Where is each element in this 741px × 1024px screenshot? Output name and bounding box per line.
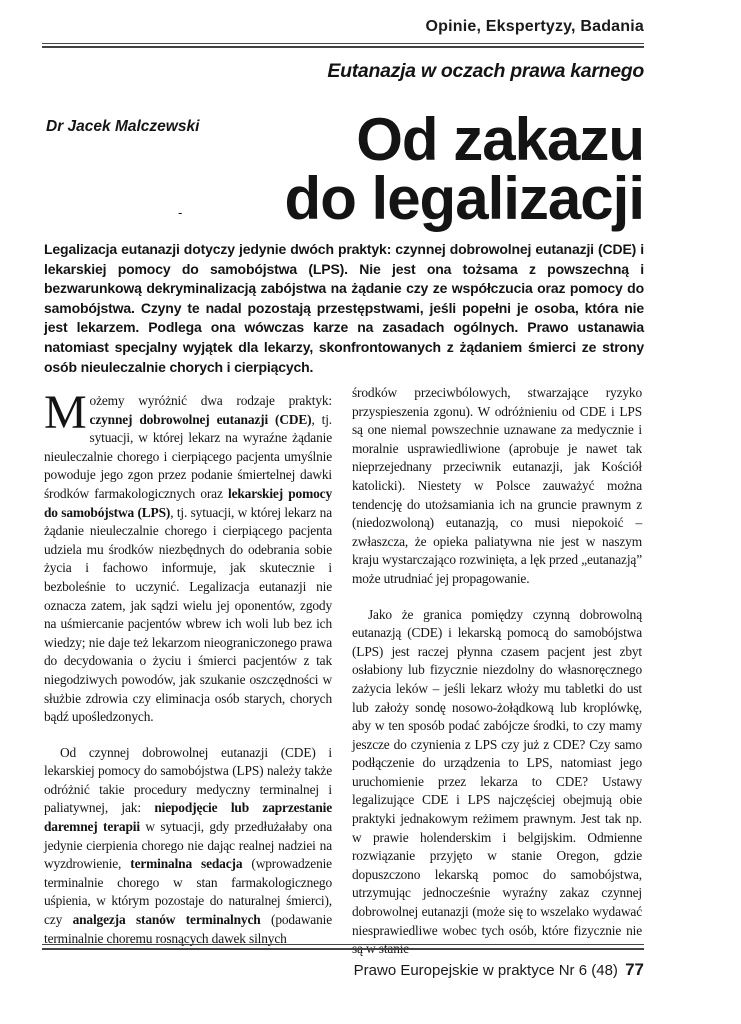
title-line-2: do legalizacji [284,165,644,232]
page-footer [354,960,644,980]
paragraph: środków przeciwbólowych, stwarzające ryzyko przyspieszenia zgonu). W odróżnieniu od CDE i LPS są one niemal powszechnie uznawane za medycznie i moralnie usprawiedliwione (aprobuje je nawet tak nieprzejednany przeciwnik eutanazji, jak Kościół katolicki). Niestety w Polsce zauważyć można tendencję do utożsamiania ich na gruncie prawnym z (niedozwoloną) eutanazją, co musi niepokoić – zwłaszcza, że opieka paliatywna nie jest w naszym kraju wystarczająco rozwinięta, a lęk przed „eutanazją” może utrudniać jej propagowanie. [352,385,642,586]
text-run: (podawanie terminalnie choremu rosnących dawek silnych [44,912,332,946]
article-author: Dr Jacek Malczewski [46,118,200,135]
paragraph [44,386,332,727]
bold-term: niepodjęcie lub zaprzestanie daremnej terapii [44,800,333,835]
page-number: 77 [625,960,644,979]
header-rule-thick [42,46,644,48]
section-header: Opinie, Ekspertyzy, Badania [425,18,644,35]
drop-cap: M [44,386,87,439]
header-rule [42,43,644,44]
paragraph [44,744,332,949]
text-run: ożemy wyróżnić dwa rodzaje praktyk: [89,393,332,408]
text-run: Od czynnej dobrowolnej eutanazji (CDE) i lekarskiej pomocy do samobójstwa (LPS) należy także odróżnić takie procedury medyczny terminalnej i paliatywnej, jak: [44,744,332,816]
stray-mark: - [178,205,183,220]
left-column [44,386,333,948]
text-run: (wprowadzenie terminalnie chorego w stan farmakologicznego uśpienia, w którym pozostaje do naturalnej śmierci), czy [44,856,332,928]
paragraph: Jako że granica pomiędzy czynną dobrowolną eutanazją (CDE) i lekarską pomocą do samobójstwa (LPS) jest raczej płynna czasem pacjent jest zbyt osłabiony lub fizycznie niezdolny do własnoręcznego zażycia leków – jeśli lekarz włoży mu tabletki do ust lub założy sondę nosowo-żołądkową lub kroplówkę, aby w ten sposób podać zabójcze środki, to czy mamy jeszcze do czynienia z LPS czy już z CDE? Czy samo podłączenie do urządzenia to LPS, natomiast jego uruchomienie przez lekarza to CDE? Ustawy legalizujące CDE i LPS najczęściej obejmują obie praktyki jednakowym reżimem prawnym. Jest tak np. w prawie holenderskim i belgijskim. Odmienne rozwiązanie przyjęto w stanie Oregon, gdzie dopuszczono lekarską pomoc do samobójstwa, utrzymując jednocześnie wyraźny zakaz czynnej dobrowolnej eutanazji (może się to wszelako wydawać niesprawiedliwe wobec tych osób, które fizycznie nie są w stanie [352,606,642,957]
text-run: , tj. sytuacji, w której lekarz na wyraźne żądanie nieuleczalnie chorego i cierpiącego pacjenta umyślnie powoduje jego zgon przez podanie śmiertelnej dawki środków farmakologicznych oraz [44,411,332,501]
text-run: , tj. sytuacji, w której lekarz na żądanie nieuleczalnie chorego i cierpiącego pacjenta udziela mu środków niezbędnych do odebrania sobie życia i fachowo informuje, jak skutecznie i bezboleśnie to uczynić. Legalizacja eutanazji nie oznacza zatem, jak sądzi wielu jej oponentów, zgody na uśmiercanie pacjentów wbrew ich woli lub bez ich wiedzy; nie daje też lekarzom nieograniczonego prawa do decydowania o życiu i śmierci pacjentów z tak niegodziwych powodów, jak szukanie oszczędności w służbie zdrowia czy eliminacja osób starych, chorych bądź upośledzonych. [44,504,332,725]
article-subtitle: Eutanazja w oczach prawa karnego [327,60,644,82]
article-title [284,106,644,232]
footer-rule [42,944,644,945]
bold-term: terminalna sedacja [130,856,243,872]
journal-name: Prawo Europejskie w praktyce Nr 6 (48) [353,962,618,979]
footer-rule-thick [42,948,644,950]
title-line-1: Od zakazu [356,106,644,173]
right-column [352,384,642,959]
bold-term: lekarskiej pomocy do samobójstwa (LPS) [44,485,332,520]
bold-term: czynnej dobrowolnej eutanazji (CDE) [89,411,312,427]
text-run: w sytuacji, gdy przedłużałaby ona jedynie cierpienia chorego nie dając realnej nadziei na wyzdrowienie, [44,819,332,872]
bold-term: analgezja stanów terminalnych [72,912,261,928]
article-lead: Legalizacja eutanazji dotyczy jedynie dwóch praktyk: czynnej dobrowolnej eutanazji (CDE) i lekarskiej pomocy do samobójstwa (LPS). Nie jest ona tożsama z powszechną i bezwarunkową dekryminalizacją zabójstwa na żądanie czy ze współczucia oraz pomocy do samobójstwa. Czyny te nadal pozostają przestępstwami, jeśli popełni je osoba, która nie jest lekarzem. Podlega ona wówczas karze na zasadach ogólnych. Prawo ustanawia natomiast specjalny wyjątek dla lekarzy, skonfrontowanych z żądaniem śmierci ze strony osób nieuleczalnie chorych i cierpiących. [44,241,644,375]
